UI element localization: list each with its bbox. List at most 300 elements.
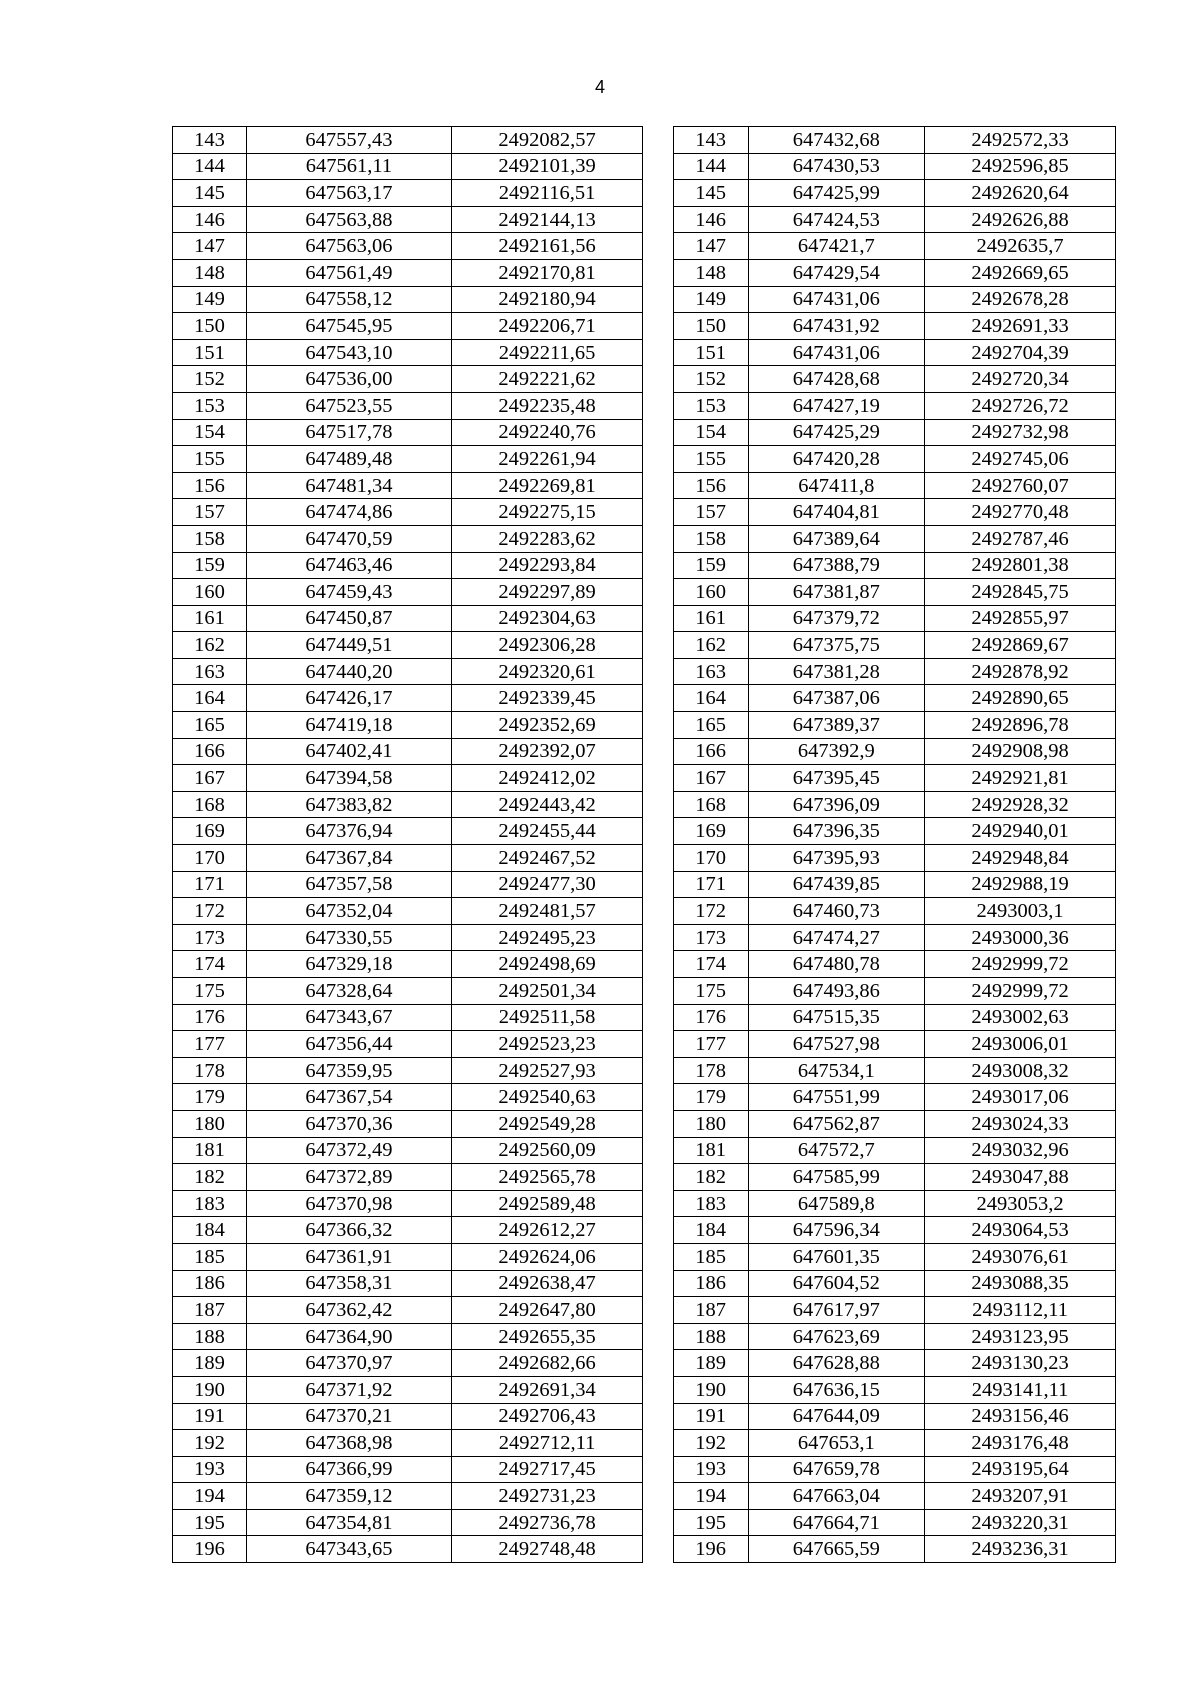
right-point-number-cell: 143 [673, 127, 748, 154]
left-y-coordinate-cell: 2492511,58 [452, 1004, 643, 1031]
left-point-number-cell: 143 [173, 127, 247, 154]
right-point-number-cell: 160 [673, 579, 748, 606]
right-y-coordinate-cell: 2492596,85 [925, 153, 1116, 180]
left-x-coordinate-cell: 647367,54 [246, 1084, 451, 1111]
right-x-coordinate-cell: 647515,35 [748, 1004, 924, 1031]
column-separator [642, 339, 673, 366]
left-x-coordinate-cell: 647459,43 [246, 579, 451, 606]
right-x-coordinate-cell: 647572,7 [748, 1137, 924, 1164]
right-y-coordinate-cell: 2492678,28 [925, 286, 1116, 313]
left-y-coordinate-cell: 2492612,27 [452, 1217, 643, 1244]
left-y-coordinate-cell: 2492712,11 [452, 1430, 643, 1457]
left-y-coordinate-cell: 2492392,07 [452, 738, 643, 765]
column-separator [642, 1509, 673, 1536]
left-x-coordinate-cell: 647563,17 [246, 180, 451, 207]
left-point-number-cell: 158 [173, 525, 247, 552]
column-separator [642, 1084, 673, 1111]
left-y-coordinate-cell: 2492144,13 [452, 206, 643, 233]
right-point-number-cell: 189 [673, 1350, 748, 1377]
left-y-coordinate-cell: 2492443,42 [452, 791, 643, 818]
column-separator [642, 1536, 673, 1563]
left-y-coordinate-cell: 2492467,52 [452, 845, 643, 872]
table-row [173, 472, 1116, 499]
right-point-number-cell: 194 [673, 1483, 748, 1510]
right-y-coordinate-cell: 2492691,33 [925, 313, 1116, 340]
right-y-coordinate-cell: 2493003,1 [925, 898, 1116, 925]
left-x-coordinate-cell: 647449,51 [246, 632, 451, 659]
right-point-number-cell: 178 [673, 1057, 748, 1084]
table-row [173, 978, 1116, 1005]
left-y-coordinate-cell: 2492624,06 [452, 1243, 643, 1270]
right-point-number-cell: 154 [673, 419, 748, 446]
left-y-coordinate-cell: 2492638,47 [452, 1270, 643, 1297]
left-y-coordinate-cell: 2492339,45 [452, 685, 643, 712]
left-point-number-cell: 175 [173, 978, 247, 1005]
left-x-coordinate-cell: 647366,32 [246, 1217, 451, 1244]
right-point-number-cell: 145 [673, 180, 748, 207]
left-y-coordinate-cell: 2492170,81 [452, 259, 643, 286]
table-row [173, 1323, 1116, 1350]
left-y-coordinate-cell: 2492523,23 [452, 1031, 643, 1058]
left-y-coordinate-cell: 2492455,44 [452, 818, 643, 845]
column-separator [642, 233, 673, 260]
right-y-coordinate-cell: 2492921,81 [925, 765, 1116, 792]
left-x-coordinate-cell: 647366,99 [246, 1456, 451, 1483]
left-point-number-cell: 171 [173, 871, 247, 898]
right-y-coordinate-cell: 2492770,48 [925, 499, 1116, 526]
left-x-coordinate-cell: 647523,55 [246, 392, 451, 419]
left-point-number-cell: 166 [173, 738, 247, 765]
table-row [173, 845, 1116, 872]
table-row [173, 951, 1116, 978]
left-y-coordinate-cell: 2492161,56 [452, 233, 643, 260]
left-y-coordinate-cell: 2492235,48 [452, 392, 643, 419]
left-x-coordinate-cell: 647370,36 [246, 1110, 451, 1137]
left-x-coordinate-cell: 647463,46 [246, 552, 451, 579]
left-x-coordinate-cell: 647371,92 [246, 1376, 451, 1403]
left-point-number-cell: 165 [173, 712, 247, 739]
column-separator [642, 765, 673, 792]
left-x-coordinate-cell: 647563,06 [246, 233, 451, 260]
left-y-coordinate-cell: 2492481,57 [452, 898, 643, 925]
table-row [173, 366, 1116, 393]
left-point-number-cell: 182 [173, 1164, 247, 1191]
left-point-number-cell: 144 [173, 153, 247, 180]
right-point-number-cell: 162 [673, 632, 748, 659]
column-separator [642, 1164, 673, 1191]
right-x-coordinate-cell: 647628,88 [748, 1350, 924, 1377]
left-point-number-cell: 149 [173, 286, 247, 313]
right-y-coordinate-cell: 2493123,95 [925, 1323, 1116, 1350]
column-separator [642, 1057, 673, 1084]
left-y-coordinate-cell: 2492180,94 [452, 286, 643, 313]
right-x-coordinate-cell: 647381,28 [748, 658, 924, 685]
left-x-coordinate-cell: 647426,17 [246, 685, 451, 712]
right-x-coordinate-cell: 647432,68 [748, 127, 924, 154]
column-separator [642, 738, 673, 765]
column-separator [642, 791, 673, 818]
left-point-number-cell: 155 [173, 446, 247, 473]
column-separator [642, 605, 673, 632]
right-x-coordinate-cell: 647427,19 [748, 392, 924, 419]
column-separator [642, 1190, 673, 1217]
right-y-coordinate-cell: 2493236,31 [925, 1536, 1116, 1563]
right-y-coordinate-cell: 2492732,98 [925, 419, 1116, 446]
right-y-coordinate-cell: 2492878,92 [925, 658, 1116, 685]
right-point-number-cell: 185 [673, 1243, 748, 1270]
table-row [173, 791, 1116, 818]
right-y-coordinate-cell: 2493006,01 [925, 1031, 1116, 1058]
left-point-number-cell: 170 [173, 845, 247, 872]
left-x-coordinate-cell: 647372,89 [246, 1164, 451, 1191]
right-point-number-cell: 186 [673, 1270, 748, 1297]
left-x-coordinate-cell: 647359,12 [246, 1483, 451, 1510]
right-point-number-cell: 188 [673, 1323, 748, 1350]
right-point-number-cell: 176 [673, 1004, 748, 1031]
right-point-number-cell: 173 [673, 924, 748, 951]
table-row [173, 499, 1116, 526]
left-point-number-cell: 178 [173, 1057, 247, 1084]
right-x-coordinate-cell: 647392,9 [748, 738, 924, 765]
right-x-coordinate-cell: 647653,1 [748, 1430, 924, 1457]
left-point-number-cell: 173 [173, 924, 247, 951]
right-point-number-cell: 164 [673, 685, 748, 712]
column-separator [642, 1031, 673, 1058]
column-separator [642, 499, 673, 526]
right-x-coordinate-cell: 647493,86 [748, 978, 924, 1005]
right-x-coordinate-cell: 647527,98 [748, 1031, 924, 1058]
left-x-coordinate-cell: 647394,58 [246, 765, 451, 792]
left-point-number-cell: 187 [173, 1297, 247, 1324]
left-y-coordinate-cell: 2492540,63 [452, 1084, 643, 1111]
right-y-coordinate-cell: 2492720,34 [925, 366, 1116, 393]
left-point-number-cell: 185 [173, 1243, 247, 1270]
left-y-coordinate-cell: 2492717,45 [452, 1456, 643, 1483]
left-y-coordinate-cell: 2492731,23 [452, 1483, 643, 1510]
left-y-coordinate-cell: 2492304,63 [452, 605, 643, 632]
left-y-coordinate-cell: 2492261,94 [452, 446, 643, 473]
left-y-coordinate-cell: 2492495,23 [452, 924, 643, 951]
left-x-coordinate-cell: 647354,81 [246, 1509, 451, 1536]
left-y-coordinate-cell: 2492655,35 [452, 1323, 643, 1350]
right-x-coordinate-cell: 647421,7 [748, 233, 924, 260]
right-x-coordinate-cell: 647644,09 [748, 1403, 924, 1430]
right-x-coordinate-cell: 647375,75 [748, 632, 924, 659]
column-separator [642, 951, 673, 978]
left-point-number-cell: 157 [173, 499, 247, 526]
table-row [173, 1004, 1116, 1031]
left-point-number-cell: 189 [173, 1350, 247, 1377]
left-x-coordinate-cell: 647402,41 [246, 738, 451, 765]
right-y-coordinate-cell: 2492928,32 [925, 791, 1116, 818]
column-separator [642, 1456, 673, 1483]
right-x-coordinate-cell: 647389,37 [748, 712, 924, 739]
column-separator [642, 552, 673, 579]
left-y-coordinate-cell: 2492306,28 [452, 632, 643, 659]
table-row [173, 898, 1116, 925]
left-point-number-cell: 161 [173, 605, 247, 632]
left-point-number-cell: 148 [173, 259, 247, 286]
right-x-coordinate-cell: 647395,45 [748, 765, 924, 792]
left-point-number-cell: 151 [173, 339, 247, 366]
left-x-coordinate-cell: 647489,48 [246, 446, 451, 473]
left-y-coordinate-cell: 2492647,80 [452, 1297, 643, 1324]
right-point-number-cell: 151 [673, 339, 748, 366]
right-x-coordinate-cell: 647665,59 [748, 1536, 924, 1563]
left-x-coordinate-cell: 647561,49 [246, 259, 451, 286]
left-y-coordinate-cell: 2492206,71 [452, 313, 643, 340]
table-row [173, 1217, 1116, 1244]
table-row [173, 1164, 1116, 1191]
column-separator [642, 525, 673, 552]
right-point-number-cell: 155 [673, 446, 748, 473]
right-point-number-cell: 175 [673, 978, 748, 1005]
column-separator [642, 419, 673, 446]
left-point-number-cell: 176 [173, 1004, 247, 1031]
left-y-coordinate-cell: 2492269,81 [452, 472, 643, 499]
left-point-number-cell: 181 [173, 1137, 247, 1164]
left-x-coordinate-cell: 647359,95 [246, 1057, 451, 1084]
right-y-coordinate-cell: 2493053,2 [925, 1190, 1116, 1217]
right-y-coordinate-cell: 2492940,01 [925, 818, 1116, 845]
table-row [173, 1376, 1116, 1403]
left-y-coordinate-cell: 2492736,78 [452, 1509, 643, 1536]
column-separator [642, 685, 673, 712]
right-y-coordinate-cell: 2492572,33 [925, 127, 1116, 154]
right-point-number-cell: 172 [673, 898, 748, 925]
right-y-coordinate-cell: 2493130,23 [925, 1350, 1116, 1377]
left-x-coordinate-cell: 647357,58 [246, 871, 451, 898]
right-point-number-cell: 157 [673, 499, 748, 526]
table-row [173, 206, 1116, 233]
table-row [173, 1243, 1116, 1270]
right-x-coordinate-cell: 647428,68 [748, 366, 924, 393]
left-point-number-cell: 145 [173, 180, 247, 207]
right-x-coordinate-cell: 647439,85 [748, 871, 924, 898]
left-x-coordinate-cell: 647543,10 [246, 339, 451, 366]
left-x-coordinate-cell: 647481,34 [246, 472, 451, 499]
table-row [173, 339, 1116, 366]
column-separator [642, 153, 673, 180]
right-x-coordinate-cell: 647431,06 [748, 286, 924, 313]
left-y-coordinate-cell: 2492221,62 [452, 366, 643, 393]
right-x-coordinate-cell: 647617,97 [748, 1297, 924, 1324]
right-point-number-cell: 179 [673, 1084, 748, 1111]
right-y-coordinate-cell: 2492745,06 [925, 446, 1116, 473]
left-y-coordinate-cell: 2492706,43 [452, 1403, 643, 1430]
table-row [173, 233, 1116, 260]
right-point-number-cell: 152 [673, 366, 748, 393]
left-point-number-cell: 190 [173, 1376, 247, 1403]
right-y-coordinate-cell: 2493032,96 [925, 1137, 1116, 1164]
left-x-coordinate-cell: 647343,67 [246, 1004, 451, 1031]
left-point-number-cell: 179 [173, 1084, 247, 1111]
left-y-coordinate-cell: 2492320,61 [452, 658, 643, 685]
right-point-number-cell: 163 [673, 658, 748, 685]
left-point-number-cell: 180 [173, 1110, 247, 1137]
left-point-number-cell: 150 [173, 313, 247, 340]
table-row [173, 1483, 1116, 1510]
column-separator [642, 1004, 673, 1031]
left-x-coordinate-cell: 647330,55 [246, 924, 451, 951]
left-y-coordinate-cell: 2492116,51 [452, 180, 643, 207]
right-point-number-cell: 174 [673, 951, 748, 978]
left-x-coordinate-cell: 647563,88 [246, 206, 451, 233]
left-y-coordinate-cell: 2492240,76 [452, 419, 643, 446]
left-x-coordinate-cell: 647383,82 [246, 791, 451, 818]
left-y-coordinate-cell: 2492549,28 [452, 1110, 643, 1137]
right-y-coordinate-cell: 2492908,98 [925, 738, 1116, 765]
right-y-coordinate-cell: 2492787,46 [925, 525, 1116, 552]
left-x-coordinate-cell: 647358,31 [246, 1270, 451, 1297]
right-x-coordinate-cell: 647424,53 [748, 206, 924, 233]
right-y-coordinate-cell: 2493141,11 [925, 1376, 1116, 1403]
table-row [173, 153, 1116, 180]
right-y-coordinate-cell: 2492669,65 [925, 259, 1116, 286]
column-separator [642, 1376, 673, 1403]
right-y-coordinate-cell: 2493112,11 [925, 1297, 1116, 1324]
right-y-coordinate-cell: 2493047,88 [925, 1164, 1116, 1191]
left-point-number-cell: 172 [173, 898, 247, 925]
table-row [173, 552, 1116, 579]
left-y-coordinate-cell: 2492412,02 [452, 765, 643, 792]
left-x-coordinate-cell: 647368,98 [246, 1430, 451, 1457]
right-x-coordinate-cell: 647425,29 [748, 419, 924, 446]
right-y-coordinate-cell: 2492620,64 [925, 180, 1116, 207]
left-point-number-cell: 153 [173, 392, 247, 419]
right-point-number-cell: 149 [673, 286, 748, 313]
table-row [173, 738, 1116, 765]
right-x-coordinate-cell: 647604,52 [748, 1270, 924, 1297]
right-y-coordinate-cell: 2492896,78 [925, 712, 1116, 739]
page-number: 4 [594, 77, 605, 97]
left-y-coordinate-cell: 2492501,34 [452, 978, 643, 1005]
right-x-coordinate-cell: 647387,06 [748, 685, 924, 712]
left-x-coordinate-cell: 647558,12 [246, 286, 451, 313]
column-separator [642, 1270, 673, 1297]
right-x-coordinate-cell: 647425,99 [748, 180, 924, 207]
right-point-number-cell: 192 [673, 1430, 748, 1457]
right-point-number-cell: 183 [673, 1190, 748, 1217]
table-row [173, 632, 1116, 659]
left-y-coordinate-cell: 2492748,48 [452, 1536, 643, 1563]
right-x-coordinate-cell: 647431,92 [748, 313, 924, 340]
left-x-coordinate-cell: 647557,43 [246, 127, 451, 154]
table-row [173, 818, 1116, 845]
right-x-coordinate-cell: 647636,15 [748, 1376, 924, 1403]
right-y-coordinate-cell: 2493024,33 [925, 1110, 1116, 1137]
table-row [173, 1430, 1116, 1457]
right-x-coordinate-cell: 647659,78 [748, 1456, 924, 1483]
column-separator [642, 286, 673, 313]
right-y-coordinate-cell: 2493008,32 [925, 1057, 1116, 1084]
right-point-number-cell: 159 [673, 552, 748, 579]
left-x-coordinate-cell: 647450,87 [246, 605, 451, 632]
left-x-coordinate-cell: 647536,00 [246, 366, 451, 393]
right-y-coordinate-cell: 2492726,72 [925, 392, 1116, 419]
column-separator [642, 658, 673, 685]
left-x-coordinate-cell: 647343,65 [246, 1536, 451, 1563]
left-point-number-cell: 193 [173, 1456, 247, 1483]
right-x-coordinate-cell: 647404,81 [748, 499, 924, 526]
column-separator [642, 1483, 673, 1510]
table-row [173, 1190, 1116, 1217]
left-y-coordinate-cell: 2492527,93 [452, 1057, 643, 1084]
right-x-coordinate-cell: 647596,34 [748, 1217, 924, 1244]
right-y-coordinate-cell: 2493207,91 [925, 1483, 1116, 1510]
right-y-coordinate-cell: 2492890,65 [925, 685, 1116, 712]
right-point-number-cell: 171 [673, 871, 748, 898]
left-y-coordinate-cell: 2492352,69 [452, 712, 643, 739]
column-separator [642, 1137, 673, 1164]
right-point-number-cell: 146 [673, 206, 748, 233]
column-separator [642, 978, 673, 1005]
left-point-number-cell: 174 [173, 951, 247, 978]
right-y-coordinate-cell: 2492855,97 [925, 605, 1116, 632]
left-point-number-cell: 183 [173, 1190, 247, 1217]
left-x-coordinate-cell: 647364,90 [246, 1323, 451, 1350]
right-point-number-cell: 148 [673, 259, 748, 286]
right-x-coordinate-cell: 647388,79 [748, 552, 924, 579]
left-y-coordinate-cell: 2492565,78 [452, 1164, 643, 1191]
right-y-coordinate-cell: 2493156,46 [925, 1403, 1116, 1430]
table-row [173, 579, 1116, 606]
table-row [173, 259, 1116, 286]
column-separator [642, 579, 673, 606]
left-x-coordinate-cell: 647356,44 [246, 1031, 451, 1058]
table-row [173, 1350, 1116, 1377]
right-y-coordinate-cell: 2493176,48 [925, 1430, 1116, 1457]
right-point-number-cell: 167 [673, 765, 748, 792]
right-x-coordinate-cell: 647474,27 [748, 924, 924, 951]
column-separator [642, 1217, 673, 1244]
left-point-number-cell: 191 [173, 1403, 247, 1430]
left-x-coordinate-cell: 647370,97 [246, 1350, 451, 1377]
left-x-coordinate-cell: 647362,42 [246, 1297, 451, 1324]
right-y-coordinate-cell: 2493076,61 [925, 1243, 1116, 1270]
right-x-coordinate-cell: 647389,64 [748, 525, 924, 552]
left-x-coordinate-cell: 647517,78 [246, 419, 451, 446]
table-row [173, 525, 1116, 552]
left-y-coordinate-cell: 2492589,48 [452, 1190, 643, 1217]
table-row [173, 1137, 1116, 1164]
right-x-coordinate-cell: 647381,87 [748, 579, 924, 606]
right-point-number-cell: 190 [673, 1376, 748, 1403]
left-y-coordinate-cell: 2492283,62 [452, 525, 643, 552]
right-x-coordinate-cell: 647395,93 [748, 845, 924, 872]
left-point-number-cell: 169 [173, 818, 247, 845]
left-x-coordinate-cell: 647474,86 [246, 499, 451, 526]
right-x-coordinate-cell: 647562,87 [748, 1110, 924, 1137]
left-point-number-cell: 152 [173, 366, 247, 393]
column-separator [642, 366, 673, 393]
right-point-number-cell: 182 [673, 1164, 748, 1191]
column-separator [642, 632, 673, 659]
right-x-coordinate-cell: 647551,99 [748, 1084, 924, 1111]
right-point-number-cell: 193 [673, 1456, 748, 1483]
right-point-number-cell: 191 [673, 1403, 748, 1430]
left-x-coordinate-cell: 647370,98 [246, 1190, 451, 1217]
left-point-number-cell: 147 [173, 233, 247, 260]
table-row [173, 446, 1116, 473]
right-x-coordinate-cell: 647431,06 [748, 339, 924, 366]
right-y-coordinate-cell: 2493002,63 [925, 1004, 1116, 1031]
left-point-number-cell: 196 [173, 1536, 247, 1563]
right-y-coordinate-cell: 2492999,72 [925, 951, 1116, 978]
column-separator [642, 898, 673, 925]
left-point-number-cell: 184 [173, 1217, 247, 1244]
left-y-coordinate-cell: 2492297,89 [452, 579, 643, 606]
